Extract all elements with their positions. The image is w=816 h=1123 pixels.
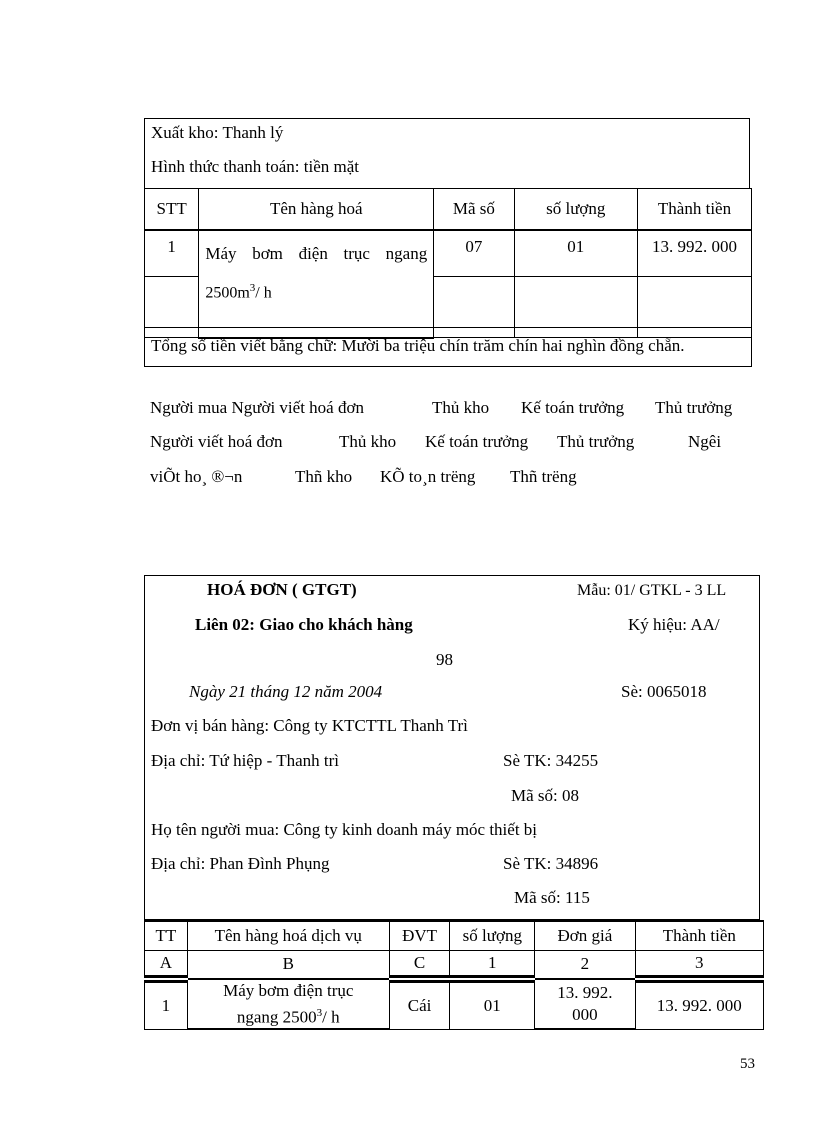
sig-warehouse-3: Thñ kho [295, 467, 353, 486]
col-price: Đơn giá [535, 921, 635, 951]
invoice-symbol: Ký hiệu: AA/ [628, 615, 720, 634]
row-stt: 1 [145, 230, 199, 277]
sig-director-3: Thñ trëng [510, 467, 577, 486]
code-c: C [389, 951, 450, 979]
invoice-number: Sè: 0065018 [621, 682, 707, 701]
buyer-name: Họ tên người mua: Công ty kinh doanh máy móc thiết bị [151, 820, 538, 839]
row-name [199, 230, 434, 338]
row-name-suffix: / h [255, 284, 272, 302]
table-row [145, 230, 752, 277]
sig-person-2: Ngêi [688, 432, 722, 451]
invoice-copy: Liên 02: Giao cho khách hàng [195, 615, 413, 634]
seller-address: Địa chỉ: Tứ hiệp - Thanh trì [151, 751, 339, 770]
goods-table [144, 188, 752, 339]
row-qty: 01 [514, 230, 638, 277]
page-number: 53 [740, 1056, 755, 1072]
invoice-title: HOÁ ĐƠN ( GTGT) [207, 580, 357, 599]
code-a: A [145, 951, 188, 979]
col-unit: ĐVT [389, 921, 450, 951]
row2-name-capacity: ngang 2500 [236, 1007, 317, 1027]
row-amount: 13. 992. 000 [638, 230, 752, 277]
code-1: 1 [450, 951, 535, 979]
invoice-box [144, 575, 760, 920]
row2-tt: 1 [145, 979, 188, 1030]
sig-writer-2: Người viết hoá đơn [150, 432, 283, 451]
row2-name [187, 979, 389, 1030]
invoice-symbol-cont: 98 [436, 650, 453, 669]
row2-price-line2: 000 [572, 1004, 598, 1024]
row2-name-line1: Máy bơm điện trục [223, 980, 354, 1000]
invoice-date: Ngày 21 tháng 12 năm 2004 [189, 682, 383, 701]
col-tt: TT [145, 921, 188, 951]
invoice-table [144, 920, 764, 1030]
row-name-line2 [205, 271, 427, 310]
row2-qty: 01 [450, 979, 535, 1030]
row-name-line1: Máy bơm điện trục ngang [205, 244, 428, 263]
row2-unit: Cái [389, 979, 450, 1030]
export-reason: Xuất kho: Thanh lý [151, 123, 284, 142]
col-code: Mã số [434, 189, 514, 231]
seller-tax: Mã số: 08 [511, 786, 579, 805]
sig-writer-3: viÕt ho¸ ®¬n [150, 467, 243, 486]
table-row [145, 979, 764, 1030]
sig-accountant-2: Kế toán trưởng [425, 432, 529, 451]
row2-name-sup: 3 [316, 1006, 323, 1019]
row-name-capacity: 2500m [205, 284, 250, 302]
col-qty: số lượng [450, 921, 535, 951]
buyer-address: Địa chỉ: Phan Đình Phụng [151, 854, 330, 873]
sig-buyer-writer: Người mua Người viết hoá đơn [150, 398, 364, 417]
col-qty: số lượng [514, 189, 638, 231]
col-amount: Thành tiền [638, 189, 752, 231]
seller-account: Sè TK: 34255 [503, 751, 599, 770]
code-3: 3 [635, 951, 763, 979]
col-service-name: Tên hàng hoá dịch vụ [187, 921, 389, 951]
payment-method: Hình thức thanh toán: tiền mặt [151, 157, 359, 176]
col-amount: Thành tiền [635, 921, 763, 951]
buyer-account: Sè TK: 34896 [503, 854, 599, 873]
total-in-words: Tổng số tiền viết bằng chữ: Mười ba triệu chín trăm chín hai nghìn đồng chẵn. [144, 327, 752, 367]
sig-warehouse: Thủ kho [432, 398, 490, 417]
code-2: 2 [535, 951, 635, 979]
col-name: Tên hàng hoá [199, 189, 434, 231]
row2-name-suffix: / h [322, 1007, 340, 1027]
row2-price-line1: 13. 992. [557, 982, 613, 1002]
row2-name-line2 [190, 1002, 387, 1029]
invoice-form-no: Mẫu: 01/ GTKL - 3 LL [577, 582, 727, 599]
col-stt: STT [145, 189, 199, 231]
buyer-tax: Mã số: 115 [514, 888, 590, 907]
sig-warehouse-2: Thủ kho [339, 432, 397, 451]
top-info-box [144, 118, 750, 189]
row-code: 07 [434, 230, 514, 277]
sig-director: Thủ trưởng [655, 398, 733, 417]
row2-price [535, 979, 635, 1030]
sig-accountant: Kế toán trưởng [521, 398, 625, 417]
seller-name: Đơn vị bán hàng: Công ty KTCTTL Thanh Trì [151, 716, 468, 735]
row-name-sup: 3 [249, 282, 256, 294]
sig-accountant-3: KÕ to¸n trëng [380, 467, 476, 486]
row2-amount: 13. 992. 000 [635, 979, 763, 1030]
code-b: B [187, 951, 389, 979]
sig-director-2: Thủ trưởng [557, 432, 635, 451]
